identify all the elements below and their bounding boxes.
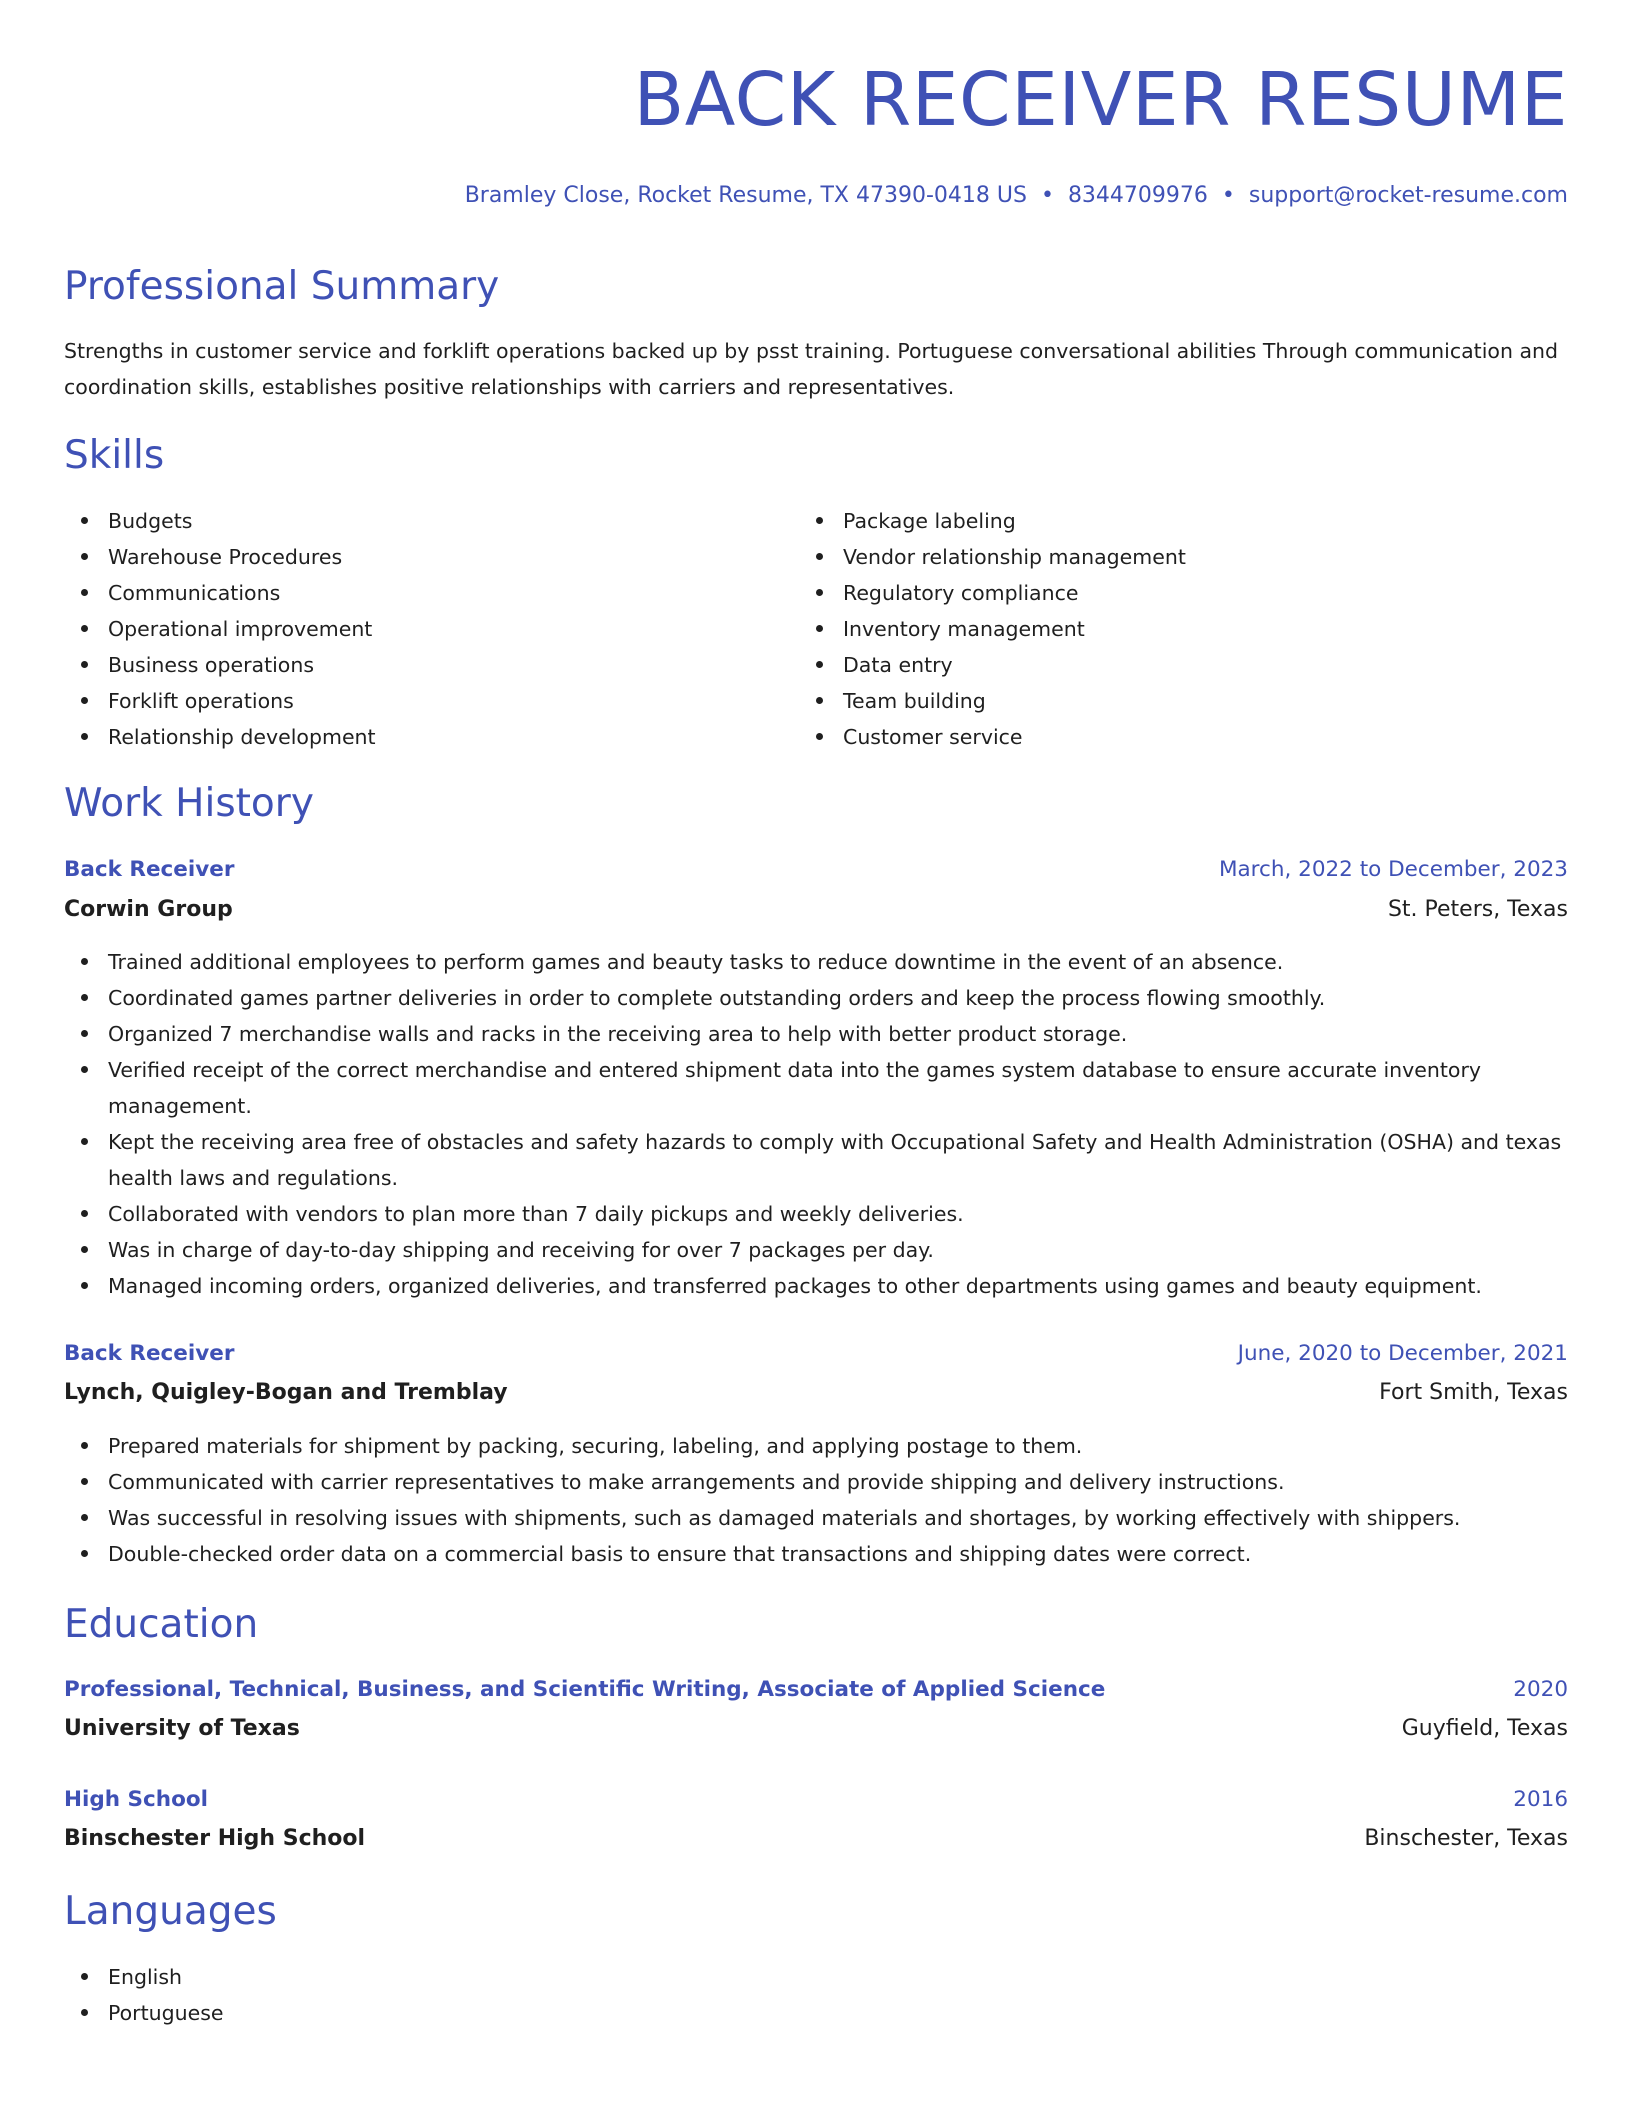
job-2-header bbox=[64, 1336, 1568, 1372]
job-bullet-list bbox=[64, 1428, 1568, 1572]
job-bullet-item: Was successful in resolving issues with shipments, such as damaged materials and shortages, by working effectively with shippers. bbox=[64, 1500, 1568, 1536]
job-bullet-item: Kept the receiving area free of obstacles and safety hazards to comply with Occupational Safety and Health Administration (OSHA) and texas health laws and regulations. bbox=[64, 1124, 1568, 1196]
resume-title: BACK RECEIVER RESUME bbox=[633, 57, 1568, 143]
job-bullet-item: Verified receipt of the correct merchandise and entered shipment data into the games system database to ensure accurate inventory management. bbox=[64, 1052, 1568, 1124]
skill-item: Forklift operations bbox=[64, 683, 744, 719]
job-location: St. Peters, Texas bbox=[1387, 897, 1568, 922]
job-dates: June, 2020 to December, 2021 bbox=[1237, 1341, 1568, 1366]
contact-phone: 8344709976 bbox=[1067, 183, 1208, 208]
job-bullet-item: Collaborated with vendors to plan more than 7 daily pickups and weekly deliveries. bbox=[64, 1196, 1568, 1232]
skill-item: Warehouse Procedures bbox=[64, 539, 744, 575]
skill-item: Relationship development bbox=[64, 719, 744, 755]
skills-column-right bbox=[799, 503, 1479, 755]
job-bullet-item: Coordinated games partner deliveries in order to complete outstanding orders and keep the process flowing smoothly. bbox=[64, 980, 1568, 1016]
job-dates: March, 2022 to December, 2023 bbox=[1218, 857, 1568, 882]
skill-item: Budgets bbox=[64, 503, 744, 539]
job-bullet-list bbox=[64, 944, 1568, 1304]
education-school: University of Texas bbox=[64, 1716, 300, 1741]
job-bullet-item: Was in charge of day-to-day shipping and receiving for over 7 packages per day. bbox=[64, 1232, 1568, 1268]
education-location: Binschester, Texas bbox=[1364, 1826, 1568, 1851]
job-title: Back Receiver bbox=[64, 1341, 235, 1366]
education-2-header bbox=[64, 1782, 1568, 1818]
skill-item: Vendor relationship management bbox=[799, 539, 1479, 575]
education-year: 2016 bbox=[1513, 1787, 1568, 1812]
job-2-bullets bbox=[64, 1428, 1568, 1572]
skill-item: Data entry bbox=[799, 647, 1479, 683]
job-title: Back Receiver bbox=[64, 857, 235, 882]
skills-heading: Skills bbox=[64, 433, 165, 478]
education-degree: High School bbox=[64, 1787, 208, 1812]
skill-item: Regulatory compliance bbox=[799, 575, 1479, 611]
skills-column-left bbox=[64, 503, 744, 755]
education-2-school-row bbox=[64, 1821, 1568, 1857]
contact-address: Bramley Close, Rocket Resume, TX 47390-0418 US bbox=[464, 183, 1027, 208]
job-bullet-item: Organized 7 merchandise walls and racks in the receiving area to help with better product storage. bbox=[64, 1016, 1568, 1052]
education-1-header bbox=[64, 1672, 1568, 1708]
education-1-school-row bbox=[64, 1711, 1568, 1747]
job-location: Fort Smith, Texas bbox=[1379, 1380, 1568, 1405]
skill-item: Business operations bbox=[64, 647, 744, 683]
skills-list-right bbox=[799, 503, 1479, 755]
skill-item: Team building bbox=[799, 683, 1479, 719]
language-item: English bbox=[64, 1959, 1568, 1995]
job-bullet-item: Communicated with carrier representatives to make arrangements and provide shipping and delivery instructions. bbox=[64, 1464, 1568, 1500]
education-degree: Professional, Technical, Business, and Scientific Writing, Associate of Applied Science bbox=[64, 1677, 1106, 1702]
skill-item: Customer service bbox=[799, 719, 1479, 755]
skill-item: Communications bbox=[64, 575, 744, 611]
contact-separator: • bbox=[1221, 183, 1235, 208]
contact-separator: • bbox=[1040, 183, 1054, 208]
job-bullet-item: Prepared materials for shipment by packing, securing, labeling, and applying postage to them. bbox=[64, 1428, 1568, 1464]
work-history-heading: Work History bbox=[64, 781, 314, 826]
language-item: Portuguese bbox=[64, 1995, 1568, 2031]
skills-list-left bbox=[64, 503, 744, 755]
contact-email[interactable]: support@rocket-resume.com bbox=[1248, 183, 1568, 208]
summary-heading: Professional Summary bbox=[64, 264, 500, 309]
contact-line bbox=[465, 178, 1568, 214]
education-school: Binschester High School bbox=[64, 1826, 366, 1851]
languages-list bbox=[64, 1959, 1568, 2031]
job-1-header bbox=[64, 852, 1568, 888]
skill-item: Package labeling bbox=[799, 503, 1479, 539]
job-2-company-row bbox=[64, 1375, 1568, 1411]
job-company: Corwin Group bbox=[64, 897, 233, 922]
job-bullet-item: Managed incoming orders, organized deliveries, and transferred packages to other departments using games and beauty equipment. bbox=[64, 1268, 1568, 1304]
education-location: Guyfield, Texas bbox=[1401, 1716, 1568, 1741]
languages-block bbox=[64, 1959, 1568, 2031]
skill-item: Inventory management bbox=[799, 611, 1479, 647]
education-year: 2020 bbox=[1513, 1677, 1568, 1702]
job-1-company-row bbox=[64, 892, 1568, 928]
job-1-bullets bbox=[64, 944, 1568, 1304]
job-bullet-item: Trained additional employees to perform games and beauty tasks to reduce downtime in the event of an absence. bbox=[64, 944, 1568, 980]
skill-item: Operational improvement bbox=[64, 611, 744, 647]
languages-heading: Languages bbox=[64, 1889, 277, 1934]
education-heading: Education bbox=[64, 1602, 259, 1647]
summary-text: Strengths in customer service and forklift operations backed up by psst training. Portuguese conversational abilities Through communication and coordination skills, establishes positive relationships with carriers and representatives. bbox=[64, 339, 1559, 399]
job-company: Lynch, Quigley-Bogan and Tremblay bbox=[64, 1380, 508, 1405]
job-bullet-item: Double-checked order data on a commercial basis to ensure that transactions and shipping dates were correct. bbox=[64, 1536, 1568, 1572]
